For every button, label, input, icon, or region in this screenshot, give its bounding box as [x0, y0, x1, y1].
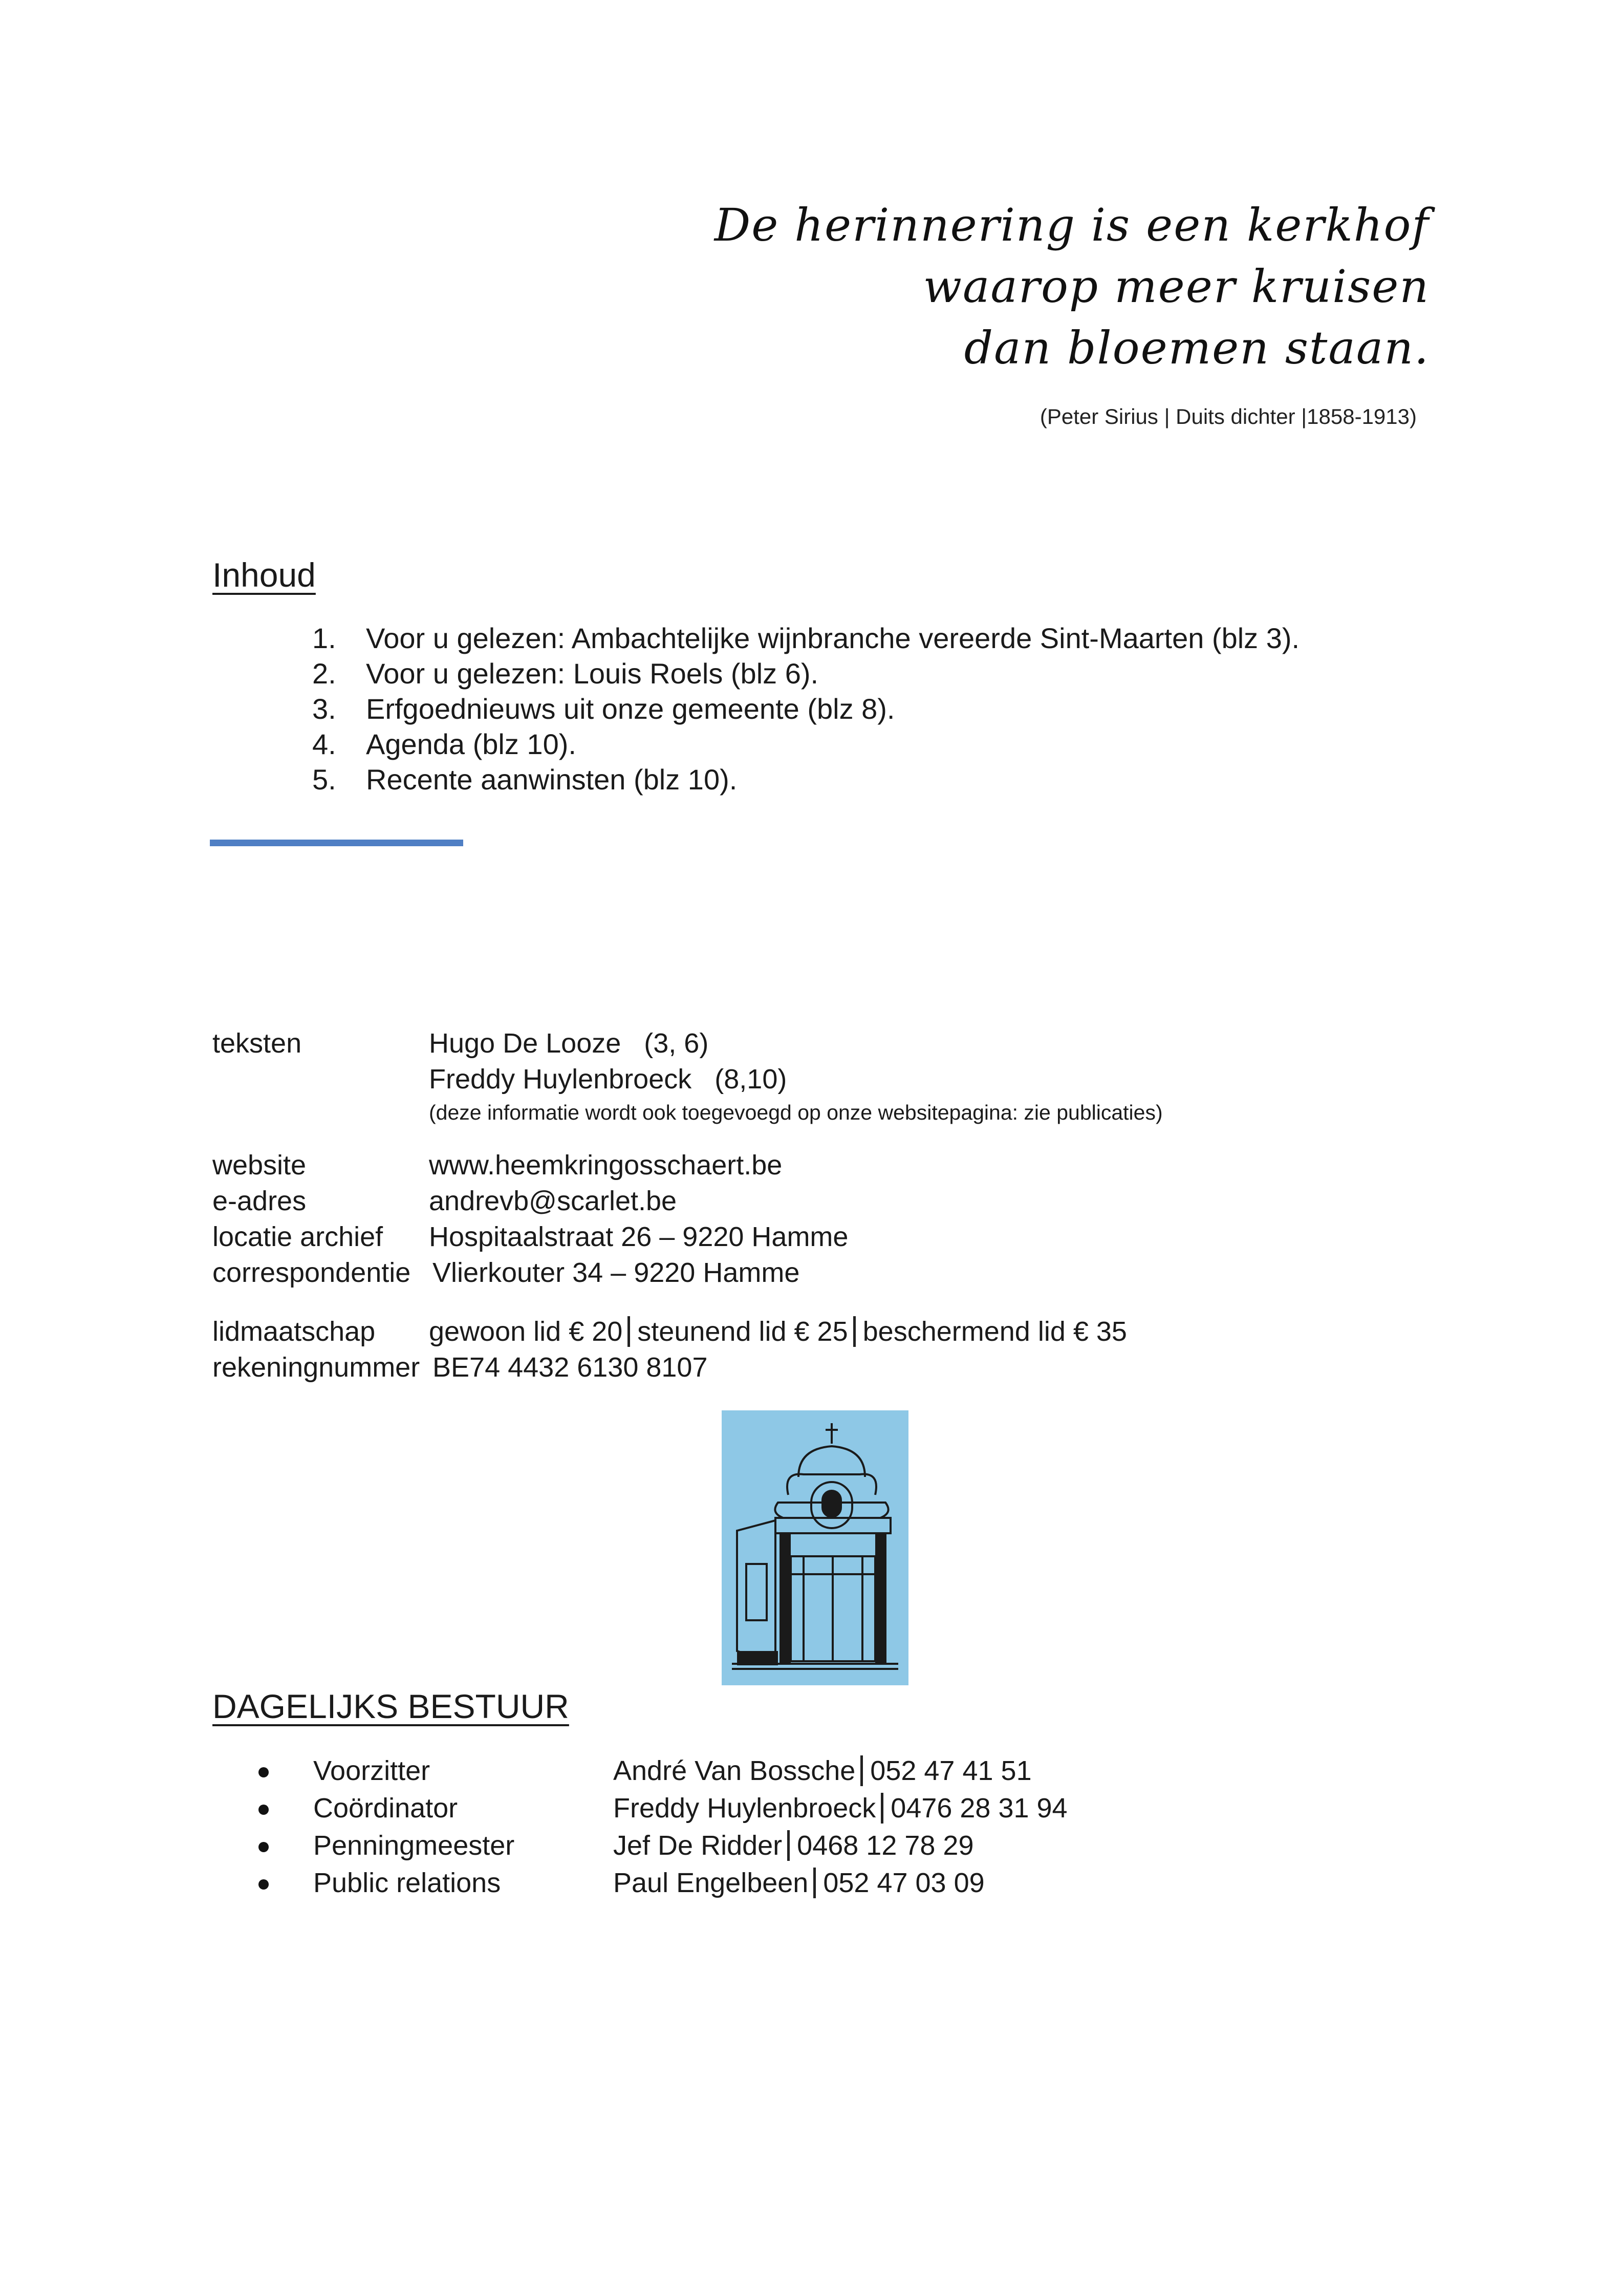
- bullet-icon: [258, 1842, 269, 1852]
- quote-line-2: waarop meer kruisen: [923, 260, 1430, 313]
- separator: [881, 1793, 883, 1824]
- separator: [853, 1316, 856, 1347]
- toc-item-text: Recente aanwinsten (blz 10).: [366, 763, 738, 796]
- bestuur-title: DAGELIJKS BESTUUR: [212, 1687, 569, 1725]
- member-phone: 0476 28 31 94: [891, 1793, 1068, 1824]
- separator: [787, 1830, 790, 1861]
- inhoud-title: Inhoud: [212, 556, 316, 594]
- quote-line-1: De herinnering is een kerkhof: [714, 199, 1430, 251]
- table-of-contents: [312, 620, 1300, 797]
- toc-item-text: Voor u gelezen: Ambachtelijke wijnbranche vereerde Sint-Maarten (blz 3).: [366, 622, 1300, 654]
- toc-item: 4. Agenda (blz 10).: [312, 726, 1300, 762]
- bullet-icon: [258, 1879, 269, 1890]
- correspondence-label: correspondentie: [212, 1257, 411, 1288]
- email-label: e-adres: [212, 1186, 307, 1216]
- author-name: Freddy Huylenbroeck: [429, 1064, 692, 1095]
- member-name: André Van Bossche: [613, 1755, 856, 1786]
- quote: [714, 195, 1430, 379]
- bullet-icon: [258, 1805, 269, 1815]
- chapel-image: [722, 1410, 908, 1685]
- account-number: BE74 4432 6130 8107: [432, 1352, 708, 1383]
- author-pages: (8,10): [714, 1064, 787, 1095]
- website-label: website: [212, 1150, 307, 1181]
- toc-item-text: Voor u gelezen: Louis Roels (blz 6).: [366, 657, 819, 690]
- account-label: rekeningnummer: [212, 1352, 420, 1383]
- author-name: Hugo De Looze: [429, 1028, 621, 1059]
- website-link[interactable]: www.heemkringosschaert.be: [429, 1150, 783, 1181]
- quote-line-3: dan bloemen staan.: [964, 321, 1430, 374]
- correspondence-address: Vlierkouter 34 – 9220 Hamme: [432, 1257, 800, 1288]
- member-role: Public relations: [313, 1868, 501, 1898]
- divider: [210, 840, 463, 846]
- chapel-drawing-icon: [722, 1410, 908, 1685]
- member-phone: 0468 12 78 29: [797, 1830, 974, 1861]
- member-name: Jef De Ridder: [613, 1830, 783, 1861]
- separator: [813, 1868, 816, 1898]
- quote-attribution: (Peter Sirius | Duits dichter |1858-1913): [1040, 404, 1417, 428]
- archive-address: Hospitaalstraat 26 – 9220 Hamme: [429, 1221, 849, 1252]
- author-pages: (3, 6): [644, 1028, 709, 1059]
- toc-item-text: Erfgoednieuws uit onze gemeente (blz 8).: [366, 693, 895, 725]
- teksten-label: teksten: [212, 1028, 302, 1059]
- separator: [627, 1316, 630, 1347]
- membership-option: gewoon lid € 20: [429, 1316, 623, 1347]
- teksten-note: (deze informatie wordt ook toegevoegd op onze websitepagina: zie publicaties): [429, 1101, 1163, 1124]
- bullet-icon: [258, 1767, 269, 1777]
- membership-option: steunend lid € 25: [637, 1316, 848, 1347]
- toc-item: 2. Voor u gelezen: Louis Roels (blz 6).: [312, 656, 1300, 691]
- email-link[interactable]: andrevb@scarlet.be: [429, 1186, 677, 1216]
- toc-item: 3. Erfgoednieuws uit onze gemeente (blz 8).: [312, 691, 1300, 726]
- member-name: Freddy Huylenbroeck: [613, 1793, 876, 1824]
- membership-label: lidmaatschap: [212, 1316, 376, 1347]
- toc-item-text: Agenda (blz 10).: [366, 728, 576, 760]
- member-role: Penningmeester: [313, 1830, 515, 1861]
- member-name: Paul Engelbeen: [613, 1868, 809, 1898]
- separator: [860, 1755, 863, 1786]
- toc-item: 5. Recente aanwinsten (blz 10).: [312, 762, 1300, 797]
- archive-label: locatie archief: [212, 1221, 383, 1252]
- member-role: Coördinator: [313, 1793, 458, 1824]
- member-phone: 052 47 41 51: [870, 1755, 1032, 1786]
- membership-option: beschermend lid € 35: [862, 1316, 1127, 1347]
- member-phone: 052 47 03 09: [823, 1868, 985, 1898]
- member-role: Voorzitter: [313, 1755, 430, 1786]
- toc-item: 1. Voor u gelezen: Ambachtelijke wijnbranche vereerde Sint-Maarten (blz 3).: [312, 620, 1300, 656]
